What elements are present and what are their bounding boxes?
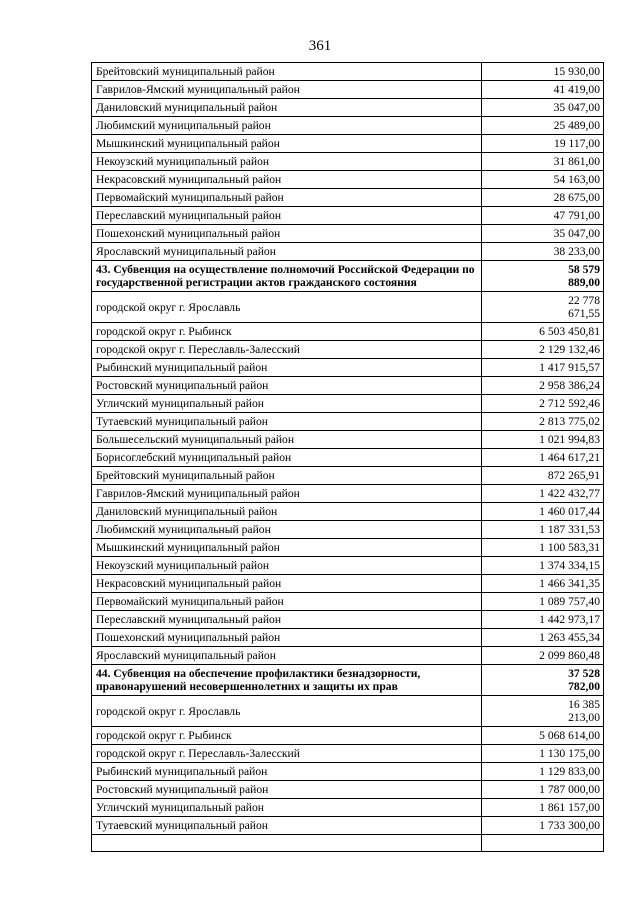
table-row xyxy=(92,817,604,835)
row-name: Рыбинский муниципальный район xyxy=(92,359,482,377)
table-row xyxy=(92,696,604,727)
row-name: Первомайский муниципальный район xyxy=(92,593,482,611)
row-name: Любимский муниципальный район xyxy=(92,521,482,539)
table-row xyxy=(92,431,604,449)
table-row xyxy=(92,575,604,593)
budget-table xyxy=(91,62,604,852)
table-row xyxy=(92,539,604,557)
row-value: 1 417 915,57 xyxy=(482,359,604,377)
row-name: Брейтовский муниципальный район xyxy=(92,467,482,485)
table-row xyxy=(92,467,604,485)
row-value: 35 047,00 xyxy=(482,225,604,243)
table-row xyxy=(92,117,604,135)
row-value: 6 503 450,81 xyxy=(482,323,604,341)
row-name: городской округ г. Ярославль xyxy=(92,292,482,323)
section-44-total-line2: 782,00 xyxy=(568,680,600,693)
row-name: Некрасовский муниципальный район xyxy=(92,171,482,189)
row-value: 1 130 175,00 xyxy=(482,745,604,763)
row-name: Ярославский муниципальный район xyxy=(92,647,482,665)
section-44-total-line1: 37 528 xyxy=(568,667,600,680)
row-value: 54 163,00 xyxy=(482,171,604,189)
row-name: Пошехонский муниципальный район xyxy=(92,225,482,243)
row-name: Ростовский муниципальный район xyxy=(92,377,482,395)
table-row xyxy=(92,611,604,629)
row-value-line2: 213,00 xyxy=(568,711,600,724)
row-value: 41 419,00 xyxy=(482,81,604,99)
table-row xyxy=(92,292,604,323)
table-row xyxy=(92,63,604,81)
row-value: 31 861,00 xyxy=(482,153,604,171)
table-row xyxy=(92,359,604,377)
table-row xyxy=(92,521,604,539)
table-row xyxy=(92,395,604,413)
section-43-header xyxy=(92,261,604,292)
row-value: 5 068 614,00 xyxy=(482,727,604,745)
row-name: Гаврилов-Ямский муниципальный район xyxy=(92,485,482,503)
row-value: 1 374 334,15 xyxy=(482,557,604,575)
table-row xyxy=(92,629,604,647)
table-row xyxy=(92,799,604,817)
row-value: 38 233,00 xyxy=(482,243,604,261)
row-value: 1 263 455,34 xyxy=(482,629,604,647)
row-name: Даниловский муниципальный район xyxy=(92,503,482,521)
row-name: Гаврилов-Ямский муниципальный район xyxy=(92,81,482,99)
row-name: городской округ г. Рыбинск xyxy=(92,727,482,745)
row-name: Мышкинский муниципальный район xyxy=(92,539,482,557)
row-value: 1 460 017,44 xyxy=(482,503,604,521)
row-value: 1 089 757,40 xyxy=(482,593,604,611)
table-row xyxy=(92,745,604,763)
row-value: 2 958 386,24 xyxy=(482,377,604,395)
row-name: Угличский муниципальный район xyxy=(92,799,482,817)
row-value: 28 675,00 xyxy=(482,189,604,207)
table-row xyxy=(92,99,604,117)
row-name: Брейтовский муниципальный район xyxy=(92,63,482,81)
row-name: Угличский муниципальный район xyxy=(92,395,482,413)
table-row xyxy=(92,189,604,207)
table-row xyxy=(92,593,604,611)
row-name: Ростовский муниципальный район xyxy=(92,781,482,799)
row-value: 1 466 341,35 xyxy=(482,575,604,593)
table-row xyxy=(92,81,604,99)
table-row xyxy=(92,377,604,395)
row-value xyxy=(482,696,604,727)
row-name: городской округ г. Переславль-Залесский xyxy=(92,745,482,763)
section-44-total xyxy=(482,665,604,696)
row-value: 2 129 132,46 xyxy=(482,341,604,359)
page-number: 361 xyxy=(308,38,332,54)
row-value: 1 464 617,21 xyxy=(482,449,604,467)
table-body xyxy=(92,63,604,852)
row-value: 1 442 973,17 xyxy=(482,611,604,629)
row-name: Переславский муниципальный район xyxy=(92,207,482,225)
table-row xyxy=(92,135,604,153)
row-value xyxy=(482,835,604,852)
section-43-total-line1: 58 579 xyxy=(568,263,600,276)
row-value: 1 861 157,00 xyxy=(482,799,604,817)
row-name: Некоузский муниципальный район xyxy=(92,557,482,575)
row-name: Большесельский муниципальный район xyxy=(92,431,482,449)
row-name: Даниловский муниципальный район xyxy=(92,99,482,117)
row-value-line2: 671,55 xyxy=(568,307,600,320)
row-name: городской округ г. Рыбинск xyxy=(92,323,482,341)
row-name: Переславский муниципальный район xyxy=(92,611,482,629)
row-value: 25 489,00 xyxy=(482,117,604,135)
table-row xyxy=(92,225,604,243)
row-value: 2 813 775,02 xyxy=(482,413,604,431)
row-value: 35 047,00 xyxy=(482,99,604,117)
row-value: 1 733 300,00 xyxy=(482,817,604,835)
row-value: 2 099 860,48 xyxy=(482,647,604,665)
row-value: 1 021 994,83 xyxy=(482,431,604,449)
row-name: Тутаевский муниципальный район xyxy=(92,817,482,835)
row-name: Мышкинский муниципальный район xyxy=(92,135,482,153)
row-name xyxy=(92,835,482,852)
row-name: Тутаевский муниципальный район xyxy=(92,413,482,431)
table-row xyxy=(92,557,604,575)
table-row xyxy=(92,647,604,665)
row-value: 1 422 432,77 xyxy=(482,485,604,503)
table-row xyxy=(92,323,604,341)
table-row xyxy=(92,153,604,171)
table-row xyxy=(92,171,604,189)
row-value: 15 930,00 xyxy=(482,63,604,81)
table-row xyxy=(92,207,604,225)
section-44-title: 44. Субвенция на обеспечение профилактики безнадзорности, правонарушений несовершеннолетних и защиты их прав xyxy=(92,665,482,696)
table-row xyxy=(92,727,604,745)
section-44-header xyxy=(92,665,604,696)
row-value-line1: 22 778 xyxy=(568,294,600,307)
row-name: Ярославский муниципальный район xyxy=(92,243,482,261)
table-row xyxy=(92,485,604,503)
row-name: Первомайский муниципальный район xyxy=(92,189,482,207)
row-name: Некрасовский муниципальный район xyxy=(92,575,482,593)
section-43-title: 43. Субвенция на осуществление полномочий Российской Федерации по государственной регистрации актов гражданского состояния xyxy=(92,261,482,292)
table-row xyxy=(92,243,604,261)
row-name: городской округ г. Ярославль xyxy=(92,696,482,727)
table-row xyxy=(92,781,604,799)
table-row xyxy=(92,763,604,781)
row-value: 2 712 592,46 xyxy=(482,395,604,413)
table-row xyxy=(92,341,604,359)
row-value xyxy=(482,292,604,323)
table-row xyxy=(92,503,604,521)
row-value-line1: 16 385 xyxy=(568,698,600,711)
row-value: 47 791,00 xyxy=(482,207,604,225)
row-value: 19 117,00 xyxy=(482,135,604,153)
row-name: Рыбинский муниципальный район xyxy=(92,763,482,781)
section-43-total xyxy=(482,261,604,292)
table-row xyxy=(92,449,604,467)
row-value: 872 265,91 xyxy=(482,467,604,485)
row-name: Пошехонский муниципальный район xyxy=(92,629,482,647)
row-name: городской округ г. Переславль-Залесский xyxy=(92,341,482,359)
row-value: 1 187 331,53 xyxy=(482,521,604,539)
row-name: Любимский муниципальный район xyxy=(92,117,482,135)
section-43-total-line2: 889,00 xyxy=(568,276,600,289)
table-row xyxy=(92,835,604,852)
row-name: Некоузский муниципальный район xyxy=(92,153,482,171)
row-name: Борисоглебский муниципальный район xyxy=(92,449,482,467)
table-row xyxy=(92,413,604,431)
row-value: 1 129 833,00 xyxy=(482,763,604,781)
row-value: 1 100 583,31 xyxy=(482,539,604,557)
row-value: 1 787 000,00 xyxy=(482,781,604,799)
